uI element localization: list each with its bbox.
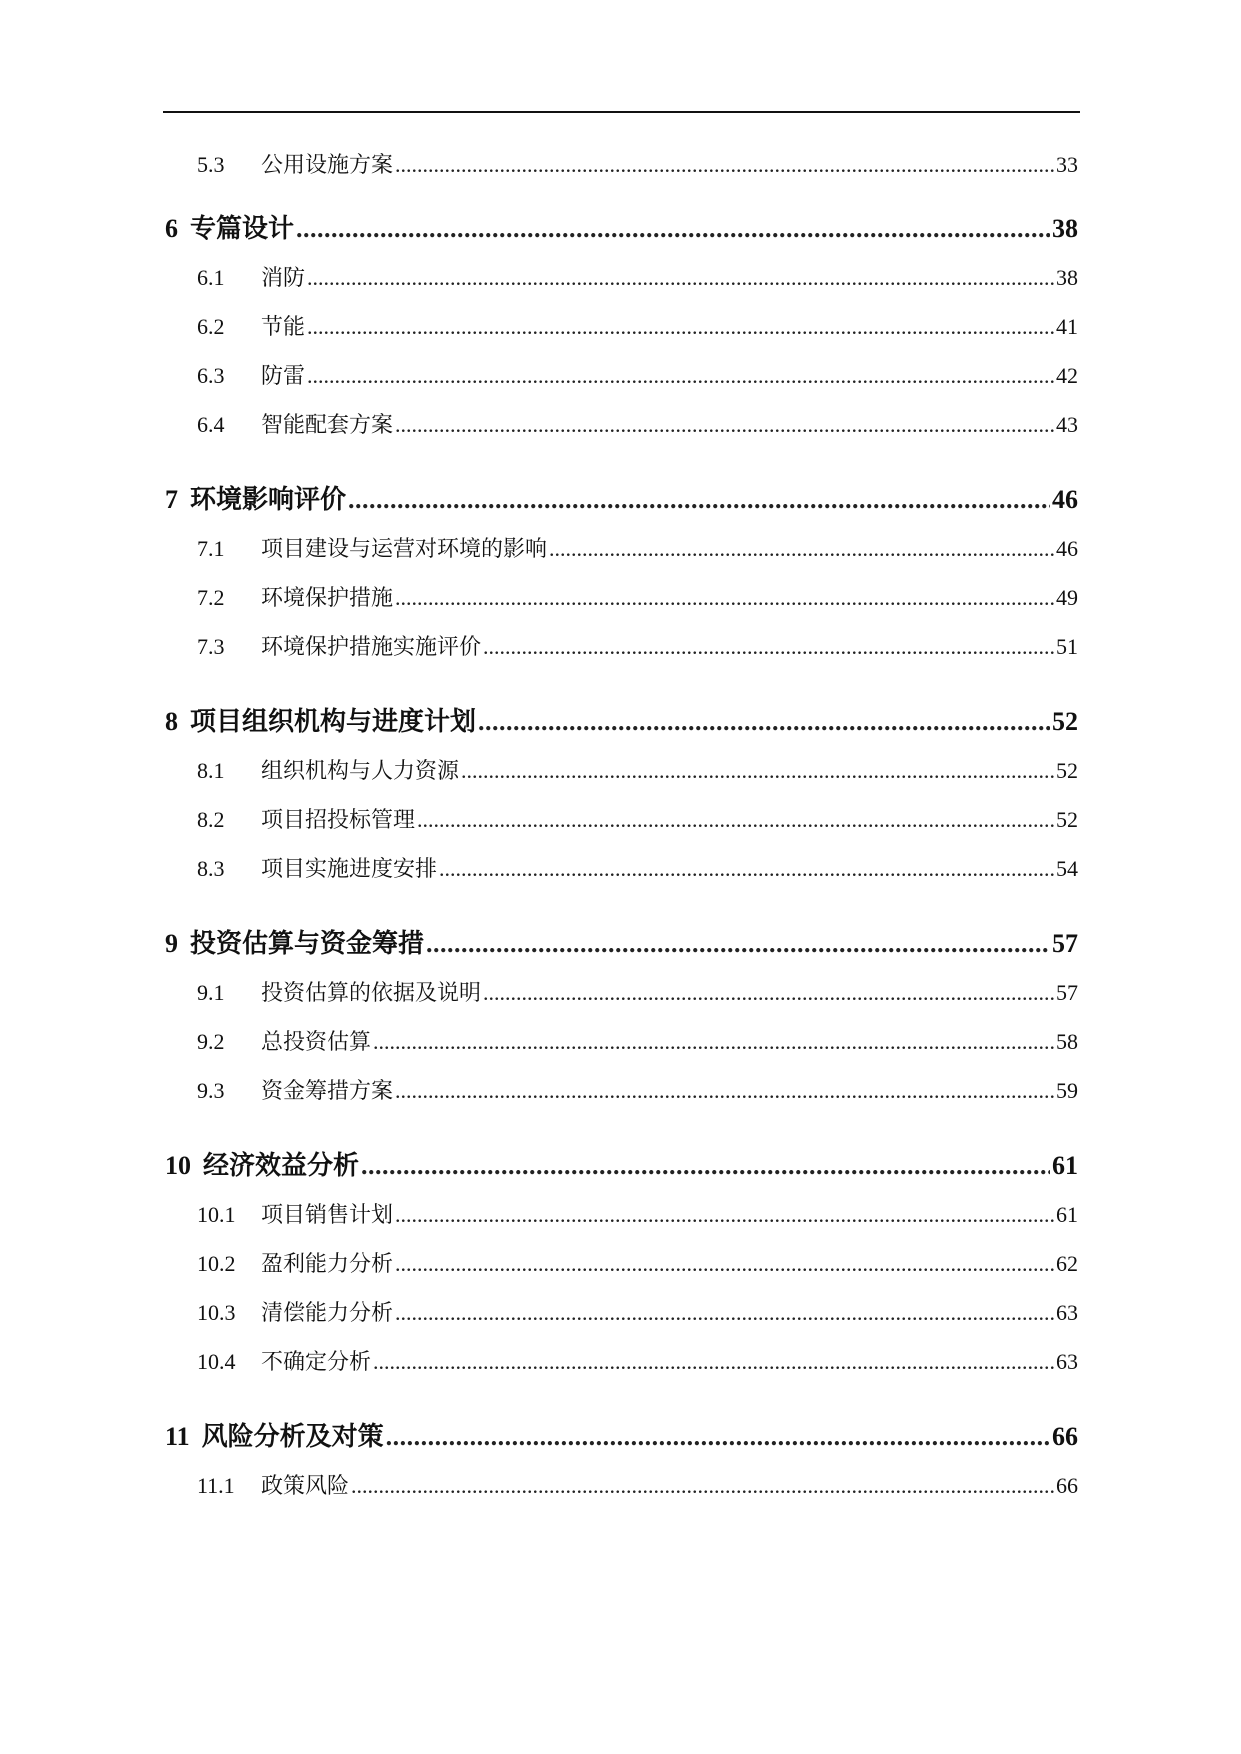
toc-entry-number: 9.2 (197, 1029, 225, 1054)
toc-page-number: 66 (1052, 1422, 1078, 1451)
toc-dot-leader (351, 1461, 1054, 1510)
toc-section-entry[interactable] (165, 844, 1078, 893)
toc-dot-leader (395, 573, 1054, 622)
toc-section-entry[interactable] (165, 795, 1078, 844)
toc-dot-leader (395, 1066, 1054, 1115)
toc-page-number: 51 (1056, 634, 1078, 659)
toc-page-number: 49 (1056, 585, 1078, 610)
toc-entry-title: 环境影响评价 (190, 485, 347, 514)
toc-entry-title: 总投资估算 (261, 1029, 372, 1054)
toc-entry-title: 风险分析及对策 (201, 1422, 384, 1451)
toc-entry-number: 5.3 (197, 152, 225, 177)
toc-dot-leader (483, 968, 1054, 1017)
toc-page-number: 38 (1052, 214, 1078, 243)
toc-entry-title: 环境保护措施 (261, 585, 394, 610)
toc-section-entry[interactable] (165, 968, 1078, 1017)
toc-page-number: 66 (1056, 1473, 1078, 1498)
toc-entry-title: 防雷 (261, 363, 306, 388)
toc-entry-number: 8.2 (197, 807, 225, 832)
toc-entry-number: 6.4 (197, 412, 225, 437)
toc-page-number: 59 (1056, 1078, 1078, 1103)
toc-section-entry[interactable] (165, 524, 1078, 573)
toc-entry-title: 资金筹措方案 (261, 1078, 394, 1103)
toc-entry-title: 投资估算的依据及说明 (261, 980, 482, 1005)
toc-dot-leader (417, 795, 1054, 844)
toc-dot-leader (395, 1288, 1054, 1337)
toc-dot-leader (395, 1190, 1054, 1239)
toc-entry-title: 消防 (261, 265, 306, 290)
toc-entry-title: 项目组织机构与进度计划 (190, 707, 477, 736)
toc-page-number: 43 (1056, 412, 1078, 437)
toc-entry-number: 7.3 (197, 634, 225, 659)
toc-chapter-entry[interactable] (165, 1141, 1078, 1190)
toc-entry-number: 8 (165, 707, 178, 736)
toc-entry-number: 6.3 (197, 363, 225, 388)
toc-entry-number: 8.1 (197, 758, 225, 783)
toc-entry-number: 10.4 (197, 1349, 236, 1374)
toc-dot-leader (373, 1337, 1054, 1386)
toc-page-number: 52 (1052, 707, 1078, 736)
toc-entry-number: 7 (165, 485, 178, 514)
toc-page-number: 41 (1056, 314, 1078, 339)
toc-dot-leader (361, 1141, 1050, 1190)
toc-entry-number: 7.1 (197, 536, 225, 561)
toc-page-number: 57 (1056, 980, 1078, 1005)
toc-entry-title: 节能 (261, 314, 306, 339)
toc-section-entry[interactable] (165, 140, 1078, 189)
toc-entry-number: 10 (165, 1151, 191, 1180)
toc-entry-number: 8.3 (197, 856, 225, 881)
toc-entry-title: 公用设施方案 (261, 152, 394, 177)
toc-page-number: 63 (1056, 1300, 1078, 1325)
table-of-contents (165, 140, 1078, 1510)
toc-chapter-entry[interactable] (165, 697, 1078, 746)
toc-section-entry[interactable] (165, 351, 1078, 400)
toc-chapter-entry[interactable] (165, 204, 1078, 253)
toc-entry-number: 10.1 (197, 1202, 236, 1227)
toc-entry-number: 6.2 (197, 314, 225, 339)
toc-entry-title: 政策风险 (261, 1473, 350, 1498)
toc-entry-title: 不确定分析 (261, 1349, 372, 1374)
toc-page-number: 58 (1056, 1029, 1078, 1054)
toc-page-number: 61 (1056, 1202, 1078, 1227)
toc-page-number: 62 (1056, 1251, 1078, 1276)
toc-page-number: 46 (1056, 536, 1078, 561)
toc-section-entry[interactable] (165, 1066, 1078, 1115)
toc-entry-number: 10.3 (197, 1300, 236, 1325)
toc-entry-title: 项目销售计划 (261, 1202, 394, 1227)
toc-chapter-entry[interactable] (165, 1412, 1078, 1461)
toc-dot-leader (439, 844, 1054, 893)
toc-entry-number: 11 (165, 1422, 190, 1451)
toc-section-entry[interactable] (165, 400, 1078, 449)
toc-page-number: 33 (1056, 152, 1078, 177)
toc-entry-number: 9 (165, 929, 178, 958)
toc-page-number: 63 (1056, 1349, 1078, 1374)
toc-dot-leader (348, 475, 1050, 524)
toc-dot-leader (395, 140, 1054, 189)
toc-entry-title: 智能配套方案 (261, 412, 394, 437)
toc-chapter-entry[interactable] (165, 475, 1078, 524)
toc-page-number: 52 (1056, 758, 1078, 783)
toc-dot-leader (373, 1017, 1054, 1066)
toc-section-entry[interactable] (165, 1239, 1078, 1288)
toc-entry-number: 7.2 (197, 585, 225, 610)
toc-entry-number: 9.1 (197, 980, 225, 1005)
toc-dot-leader (307, 253, 1054, 302)
toc-dot-leader (461, 746, 1054, 795)
toc-chapter-entry[interactable] (165, 919, 1078, 968)
toc-entry-number: 10.2 (197, 1251, 236, 1276)
toc-entry-title: 项目招投标管理 (261, 807, 416, 832)
toc-dot-leader (395, 1239, 1054, 1288)
toc-dot-leader (483, 622, 1054, 671)
toc-section-entry[interactable] (165, 1288, 1078, 1337)
toc-section-entry[interactable] (165, 302, 1078, 351)
toc-entry-title: 组织机构与人力资源 (261, 758, 460, 783)
toc-entry-title: 经济效益分析 (203, 1151, 360, 1180)
toc-dot-leader (395, 400, 1054, 449)
toc-entry-title: 项目实施进度安排 (261, 856, 438, 881)
toc-section-entry[interactable] (165, 1461, 1078, 1510)
toc-dot-leader (296, 204, 1050, 253)
toc-dot-leader (426, 919, 1050, 968)
toc-entry-number: 6.1 (197, 265, 225, 290)
toc-dot-leader (549, 524, 1054, 573)
toc-page-number: 61 (1052, 1151, 1078, 1180)
toc-dot-leader (386, 1412, 1050, 1461)
toc-page-number: 42 (1056, 363, 1078, 388)
toc-section-entry[interactable] (165, 622, 1078, 671)
toc-dot-leader (478, 697, 1050, 746)
toc-entry-title: 投资估算与资金筹措 (190, 929, 425, 958)
toc-page-number: 38 (1056, 265, 1078, 290)
toc-section-entry[interactable] (165, 1190, 1078, 1239)
toc-entry-title: 盈利能力分析 (261, 1251, 394, 1276)
toc-page-number: 57 (1052, 929, 1078, 958)
header-rule (163, 111, 1080, 113)
toc-entry-title: 项目建设与运营对环境的影响 (261, 536, 548, 561)
toc-entry-title: 专篇设计 (190, 214, 295, 243)
toc-entry-number: 6 (165, 214, 178, 243)
toc-section-entry[interactable] (165, 1017, 1078, 1066)
toc-page-number: 54 (1056, 856, 1078, 881)
toc-dot-leader (307, 351, 1054, 400)
toc-section-entry[interactable] (165, 1337, 1078, 1386)
toc-page-number: 52 (1056, 807, 1078, 832)
toc-section-entry[interactable] (165, 746, 1078, 795)
toc-entry-number: 9.3 (197, 1078, 225, 1103)
toc-section-entry[interactable] (165, 253, 1078, 302)
toc-entry-title: 环境保护措施实施评价 (261, 634, 482, 659)
toc-entry-title: 清偿能力分析 (261, 1300, 394, 1325)
toc-section-entry[interactable] (165, 573, 1078, 622)
toc-page-number: 46 (1052, 485, 1078, 514)
toc-entry-number: 11.1 (197, 1473, 235, 1498)
toc-dot-leader (307, 302, 1054, 351)
